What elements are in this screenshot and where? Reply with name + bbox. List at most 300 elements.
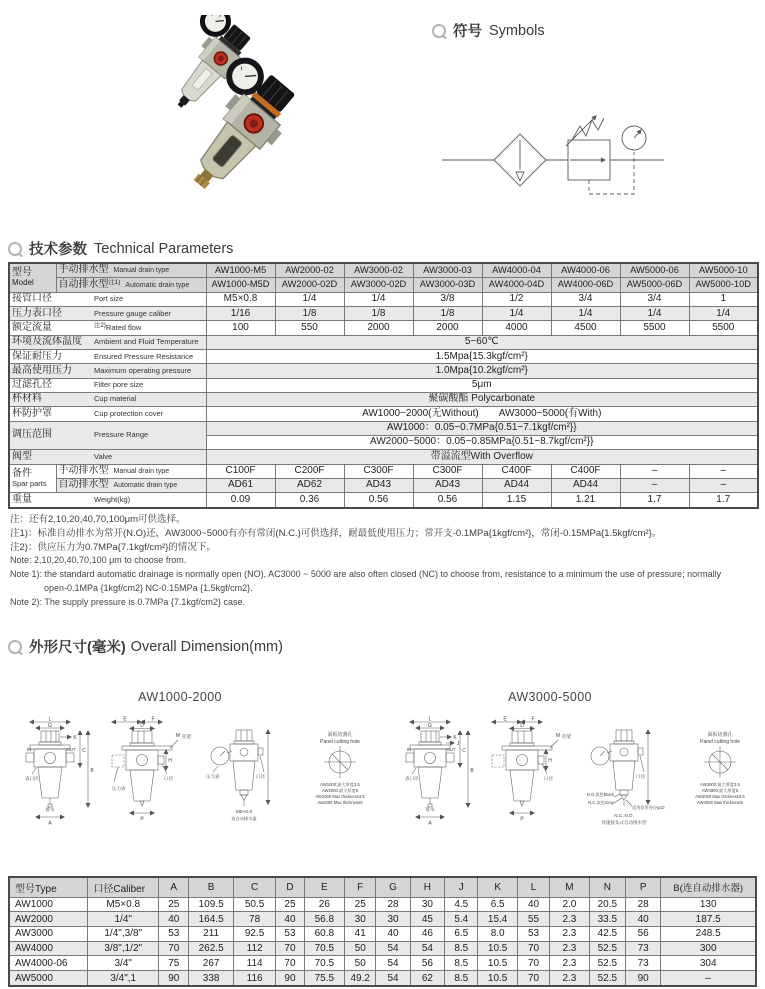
drawing-label: M5×0.8 — [235, 810, 253, 815]
cell: 75.5 — [304, 971, 344, 986]
panel-cutting-hole — [315, 731, 365, 805]
label-text: 阀型 — [12, 450, 32, 462]
cell: 5500 — [689, 321, 758, 335]
cell: AD43 — [344, 479, 413, 493]
cell: AW1000~2000(无Without) AW3000~5000(有With) — [206, 407, 758, 421]
label-text: Cup protection cover — [94, 408, 164, 418]
sub-label — [56, 464, 206, 478]
cell: 49.2 — [345, 971, 376, 986]
column-header: H — [410, 877, 444, 897]
cell: 25 — [276, 897, 304, 912]
model-name: AW3000-03D — [413, 278, 482, 292]
cell: AD43 — [413, 479, 482, 493]
note-line: 注1)：标准自动排水为常开(N.O)还，AW3000~5000有亦有常闭(N.C.)可供选择，耐最低使用压力；常开支-0.1MPa{1kgf/cm²}，常闭-0.15MPa{1.5kgf/cm²}。 — [10, 527, 662, 539]
technical-parameters-table — [8, 262, 759, 509]
table-row — [9, 927, 756, 942]
drawing-label: IN — [406, 747, 412, 752]
cell: AW2000~5000：0.05~0.85MPa{0.51~8.7kgf/cm²}} — [206, 436, 758, 450]
cell: – — [661, 971, 756, 986]
model-name: AW4000-06 — [551, 263, 620, 278]
cell: C400F — [551, 464, 620, 478]
model-name: AW3000-03 — [413, 263, 482, 278]
symbols-section-header — [432, 20, 545, 41]
row-label — [9, 450, 206, 464]
drawing-title-left: AW1000-2000 — [138, 690, 222, 704]
cell: 3/4 — [551, 292, 620, 306]
section-title-en: Technical Parameters — [94, 240, 234, 257]
cell: 70 — [517, 956, 549, 971]
cell: 112 — [233, 941, 275, 956]
cell: 52.5 — [589, 956, 625, 971]
note-line: Note 1): the standard automatic drainage is normally open (NO), AC3000 ~ 5000 are also often closed (NC) to choose from, resistance to a minimum the use of pressure; normally — [10, 569, 722, 580]
cell: 42.5 — [589, 927, 625, 942]
drawing-label: Aw2000 Max thickness5 — [317, 800, 363, 805]
drawing-label: K — [453, 735, 457, 741]
label-text: Cup material — [94, 394, 137, 404]
column-header: F — [345, 877, 376, 897]
dims-section-header — [8, 636, 283, 657]
tech-table-body — [9, 263, 758, 508]
column-header: A — [159, 877, 189, 897]
label-text: 过滤孔径 — [12, 379, 52, 391]
drawing-title-right: AW3000-5000 — [508, 690, 592, 704]
side-view — [25, 717, 94, 827]
cell: – — [689, 479, 758, 493]
cell: 3/4 — [620, 292, 689, 306]
cell: 40 — [276, 912, 304, 927]
table-row — [9, 450, 758, 464]
cell: 70 — [517, 971, 549, 986]
magnifier-icon — [432, 24, 446, 38]
drawing-label: 托架 — [562, 734, 571, 739]
cell: 0.36 — [275, 493, 344, 508]
label-text: Ensured Pressure Resistance — [94, 351, 194, 361]
drawing-label: 快速接头式自动排水型 — [601, 820, 647, 825]
cell: – — [620, 479, 689, 493]
row-label — [9, 350, 206, 364]
cell: 8.5 — [445, 971, 478, 986]
cell: 70 — [159, 941, 189, 956]
drawing-label: G — [428, 722, 432, 729]
drawing-label: AW4000 Max thickness5 — [697, 800, 743, 805]
cell: 带溢流型With Overflow — [206, 450, 758, 464]
cell: C200F — [275, 464, 344, 478]
cell: 2.3 — [550, 927, 589, 942]
table-row — [9, 335, 758, 349]
cell: 2.0 — [550, 897, 589, 912]
drawing-label: AW1000:最大厚度3.5 — [320, 782, 360, 787]
cell: 0.09 — [206, 493, 275, 508]
label-text: Automatic drain type — [125, 281, 190, 289]
cell: AD44 — [482, 479, 551, 493]
cell: 55 — [517, 912, 549, 927]
cell: 1/8 — [344, 307, 413, 321]
cell: 300 — [661, 941, 756, 956]
tech-section-header — [8, 238, 233, 259]
cell: C100F — [206, 464, 275, 478]
model-header — [9, 263, 56, 292]
row-label — [9, 378, 206, 392]
cell: 187.5 — [661, 912, 756, 927]
cell: 1/4 — [689, 307, 758, 321]
drawing-label: 压力表 — [112, 786, 126, 791]
cell: 8.0 — [478, 927, 517, 942]
column-header: P — [626, 877, 661, 897]
section-title-cn: 符号 — [453, 24, 482, 40]
cell: 5500 — [620, 321, 689, 335]
cell: 50 — [345, 956, 376, 971]
drawing-label: 口径 — [544, 776, 553, 781]
label-text: Filter pore size — [94, 380, 144, 390]
table-row — [9, 263, 758, 278]
cell: 46 — [410, 927, 444, 942]
cell: 3/4" — [88, 956, 159, 971]
drawing-label: 口径 — [256, 774, 265, 779]
cell: 1/8 — [275, 307, 344, 321]
drawing-label: L — [48, 716, 52, 723]
label-text: 杯材料 — [12, 393, 42, 405]
cell: 2.3 — [550, 956, 589, 971]
drawing-label: Panel cutting hole — [700, 739, 740, 745]
cell: 40 — [159, 912, 189, 927]
cell: 25 — [345, 897, 376, 912]
drawing-label: 连自动排水器 — [231, 816, 257, 821]
drawing-label: OUT — [66, 747, 76, 752]
row-label — [9, 321, 206, 335]
cell: 10.5 — [478, 956, 517, 971]
cell: 5.4 — [445, 912, 478, 927]
label-text: Manual drain type — [113, 468, 170, 476]
cell: 33.5 — [589, 912, 625, 927]
cell: 1 — [689, 292, 758, 306]
drawing-label: C — [462, 748, 466, 754]
cell: 90 — [626, 971, 661, 986]
cell: 50 — [345, 941, 376, 956]
cell: 53 — [276, 927, 304, 942]
front-view — [492, 717, 571, 823]
table-row — [9, 479, 758, 493]
cell: 1/4 — [275, 292, 344, 306]
label-text: 额定流量 — [12, 321, 52, 333]
cell: 70 — [517, 941, 549, 956]
column-header: B — [189, 877, 233, 897]
cell: C300F — [413, 464, 482, 478]
cell: 50.5 — [233, 897, 275, 912]
cell: 211 — [189, 927, 233, 942]
cell: 28 — [376, 897, 410, 912]
cell: 1/8 — [413, 307, 482, 321]
label-text: Pressure Range — [94, 430, 149, 440]
label-text: 型号 — [12, 267, 32, 279]
drawing-label: 排水 — [45, 807, 55, 812]
note-line: open-0.1MPa {1kgf/cm2} NC-0.15MPa {1.5kgf/cm2}. — [44, 582, 253, 593]
column-header: 口径Caliber — [88, 877, 159, 897]
label-text: Maximum operating pressure — [94, 365, 192, 375]
column-header: N — [589, 877, 625, 897]
label-text: Ambient and Fluid Temperature — [94, 337, 199, 347]
dimension-table — [8, 876, 757, 987]
cell: 90 — [276, 971, 304, 986]
section-title-en: Symbols — [489, 22, 545, 39]
cell: AW1000 — [9, 897, 88, 912]
cell: 45 — [410, 912, 444, 927]
drawing-label: M — [175, 733, 181, 739]
cell: 1.7 — [620, 493, 689, 508]
drawing-label: 表口径 — [405, 776, 419, 781]
cell: C300F — [344, 464, 413, 478]
row-label — [9, 393, 206, 407]
cell: 54 — [410, 941, 444, 956]
table-row — [9, 393, 758, 407]
cell: 4500 — [551, 321, 620, 335]
cell: 聚碳酸酯 Polycarbonate — [206, 393, 758, 407]
cell: 100 — [206, 321, 275, 335]
auto-drain-view — [206, 730, 268, 822]
label-text: 手动排水型 — [58, 465, 109, 477]
model-name: AW5000-10 — [689, 263, 758, 278]
dimension-drawing-aw1000-2000 — [12, 708, 374, 840]
cell: 116 — [233, 971, 275, 986]
column-header: B(连自动排水器) — [661, 877, 756, 897]
cell: AW1000：0.05~0.7MPa{0.51~7.1kgf/cm²}} — [206, 421, 758, 435]
label-text: 注2) — [94, 321, 106, 329]
cell: 54 — [376, 971, 410, 986]
model-name: AW4000-04 — [482, 263, 551, 278]
cell: 2.3 — [550, 912, 589, 927]
label-text: 环境及流体温度 — [12, 336, 82, 348]
side-view — [405, 717, 474, 827]
row-label — [9, 335, 206, 349]
cell: 70 — [276, 941, 304, 956]
drawing-label: N.C.灰色Gray — [588, 800, 614, 805]
drawing-label: N.C.,N.O. — [614, 813, 634, 818]
drawing-label: E — [503, 716, 507, 723]
cell: 73 — [626, 941, 661, 956]
cell: – — [620, 464, 689, 478]
label-text: Valve — [94, 451, 113, 461]
model-name: AW2000-02 — [275, 263, 344, 278]
cell: M5×0.8 — [206, 292, 275, 306]
spring-symbol — [572, 118, 604, 140]
cell: 2.3 — [550, 971, 589, 986]
drawing-label: 表口径 — [25, 776, 39, 781]
label-text: 重量 — [12, 493, 32, 505]
cell: M5×0.8 — [88, 897, 159, 912]
drawing-label: F — [531, 716, 535, 723]
filter-regulator-large — [161, 52, 307, 204]
drawing-label: A — [48, 820, 52, 827]
magnifier-icon — [8, 242, 22, 256]
panel-cutting-hole — [695, 731, 745, 805]
cell: 1/4" — [88, 912, 159, 927]
front-view — [112, 717, 191, 823]
cell: 62 — [410, 971, 444, 986]
cell: 10.5 — [478, 971, 517, 986]
pneumatic-symbol-diagram — [438, 108, 668, 208]
cell: 52.5 — [589, 971, 625, 986]
table-row — [9, 421, 758, 435]
cell: 0.56 — [413, 493, 482, 508]
table-row — [9, 350, 758, 364]
table-row — [9, 307, 758, 321]
section-title-cn: 技术参数 — [29, 242, 87, 258]
drawing-label: M — [555, 733, 561, 739]
drawing-label: L — [428, 716, 432, 723]
label-text: Manual drain type — [113, 267, 170, 275]
label-text: 自动排水型 — [58, 479, 109, 491]
drawing-label: H — [548, 758, 552, 764]
cell: 2000 — [344, 321, 413, 335]
model-name: AW5000-06D — [620, 278, 689, 292]
drawing-label: 口径 — [164, 776, 173, 781]
label-text: 自动排水型 — [58, 278, 109, 290]
cell: 8.5 — [445, 941, 478, 956]
drawing-label: Panel cutting hole — [320, 739, 360, 745]
section-title-cn: 外形尺寸(毫米) — [29, 640, 126, 656]
cell: 248.5 — [661, 927, 756, 942]
cell: 26 — [304, 897, 344, 912]
cell: 5μm — [206, 378, 758, 392]
drawing-label: 适用软管外径φ10 — [632, 805, 665, 810]
cell: 1/16 — [206, 307, 275, 321]
cell: 90 — [159, 971, 189, 986]
cell: AW5000 — [9, 971, 88, 986]
cell: 1/4 — [344, 292, 413, 306]
drawing-label: B — [470, 768, 474, 774]
cell: 28 — [626, 897, 661, 912]
note-line: Note 2): The supply pressure is 0.7MPa {7.1kgf/cm2} case. — [10, 596, 245, 607]
note-line: Note: 2,10,20,40,70,100 μm to choose from. — [10, 555, 187, 566]
model-name: AW4000-04D — [482, 278, 551, 292]
drawing-label: AW3000 Max thickness3.5 — [695, 794, 745, 799]
drawing-label: A — [428, 820, 432, 827]
cell: 0.56 — [344, 493, 413, 508]
cell: 1.21 — [551, 493, 620, 508]
cell: 30 — [410, 897, 444, 912]
cell: 25 — [159, 897, 189, 912]
table-row — [9, 407, 758, 421]
cell: 164.5 — [189, 912, 233, 927]
model-name: AW5000-10D — [689, 278, 758, 292]
model-name: AW3000-02 — [344, 263, 413, 278]
column-header: G — [376, 877, 410, 897]
drawing-label: AW3000:最大厚度3.5 — [700, 782, 740, 787]
drawing-label: 托架 — [182, 734, 191, 739]
cell: 30 — [345, 912, 376, 927]
auto-drain-header — [56, 278, 206, 292]
manual-drain-header — [56, 263, 206, 278]
model-name: AW3000-02D — [344, 278, 413, 292]
column-header: C — [233, 877, 275, 897]
drawing-label: 压力表 — [206, 774, 220, 779]
drawing-label: OUT — [446, 747, 456, 752]
cell: 70.5 — [304, 956, 344, 971]
cell: 3/8",1/2" — [88, 941, 159, 956]
cell: 1.5Mpa{15.3kgf/cm²} — [206, 350, 758, 364]
drawing-label: 面板切割孔 — [707, 732, 733, 738]
cell: 2000 — [413, 321, 482, 335]
row-label — [9, 407, 206, 421]
cell: 78 — [233, 912, 275, 927]
section-title-en: Overall Dimension(mm) — [130, 638, 283, 655]
model-name: AW4000-06D — [551, 278, 620, 292]
cell: 6.5 — [478, 897, 517, 912]
product-photo — [118, 15, 316, 215]
cell: 5~60℃ — [206, 335, 758, 349]
label-text: Spar parts — [12, 478, 47, 488]
column-header: L — [517, 877, 549, 897]
dim-table-body — [9, 877, 756, 986]
cell: 1/4 — [551, 307, 620, 321]
row-label — [9, 464, 56, 493]
cell: 1.7 — [689, 493, 758, 508]
cell: 130 — [661, 897, 756, 912]
drawing-label: K — [73, 735, 77, 741]
label-text: 保证耐压力 — [12, 350, 62, 362]
label-text: 调压范围 — [12, 429, 52, 441]
drawing-label: D — [140, 723, 144, 729]
note-line: 注：还有2,10,20,40,70,100μm可供选择。 — [10, 514, 186, 525]
drawing-label: P — [140, 816, 144, 823]
cell: 53 — [159, 927, 189, 942]
model-name: AW2000-02D — [275, 278, 344, 292]
row-label — [9, 421, 206, 450]
row-label — [9, 307, 206, 321]
drawing-label: J — [456, 741, 460, 747]
table-row — [9, 897, 756, 912]
cell: 41 — [345, 927, 376, 942]
dimension-drawing-aw3000-5000 — [392, 708, 754, 840]
cell: C400F — [482, 464, 551, 478]
table-row — [9, 464, 758, 478]
cell: 1/4",3/8" — [88, 927, 159, 942]
label-text: Port size — [94, 294, 124, 304]
cell: 20.5 — [589, 897, 625, 912]
drawing-label: N.O.黑色Black — [586, 792, 614, 797]
table-row — [9, 321, 758, 335]
cell: 2.3 — [550, 941, 589, 956]
drawing-label: AW2000:最大厚度5 — [321, 788, 359, 793]
label-text: 注1) — [108, 278, 121, 286]
label-text: Weight(kg) — [94, 494, 131, 504]
cell: 30 — [376, 912, 410, 927]
drawing-label: H — [168, 758, 172, 764]
cell: AD62 — [275, 479, 344, 493]
column-header: 型号Type — [9, 877, 88, 897]
column-header: J — [445, 877, 478, 897]
table-row — [9, 941, 756, 956]
model-name: AW5000-06 — [620, 263, 689, 278]
cell: 56 — [410, 956, 444, 971]
cell: 54 — [376, 956, 410, 971]
cell: 70 — [276, 956, 304, 971]
cell: 109.5 — [189, 897, 233, 912]
model-name: AW1000-M5D — [206, 278, 275, 292]
cell: 304 — [661, 956, 756, 971]
cell: 60.8 — [304, 927, 344, 942]
cell: AW4000-06 — [9, 956, 88, 971]
column-header: M — [550, 877, 589, 897]
table-row — [9, 493, 758, 508]
cell: 40 — [626, 912, 661, 927]
label-text: Rated flow — [105, 322, 142, 332]
label-text: Pressure gauge caliber — [94, 308, 172, 318]
row-label — [9, 292, 206, 306]
column-header: E — [304, 877, 344, 897]
cell: 3/8 — [413, 292, 482, 306]
label-text: Automatic drain type — [113, 482, 178, 490]
drawing-label: IN — [26, 747, 32, 752]
